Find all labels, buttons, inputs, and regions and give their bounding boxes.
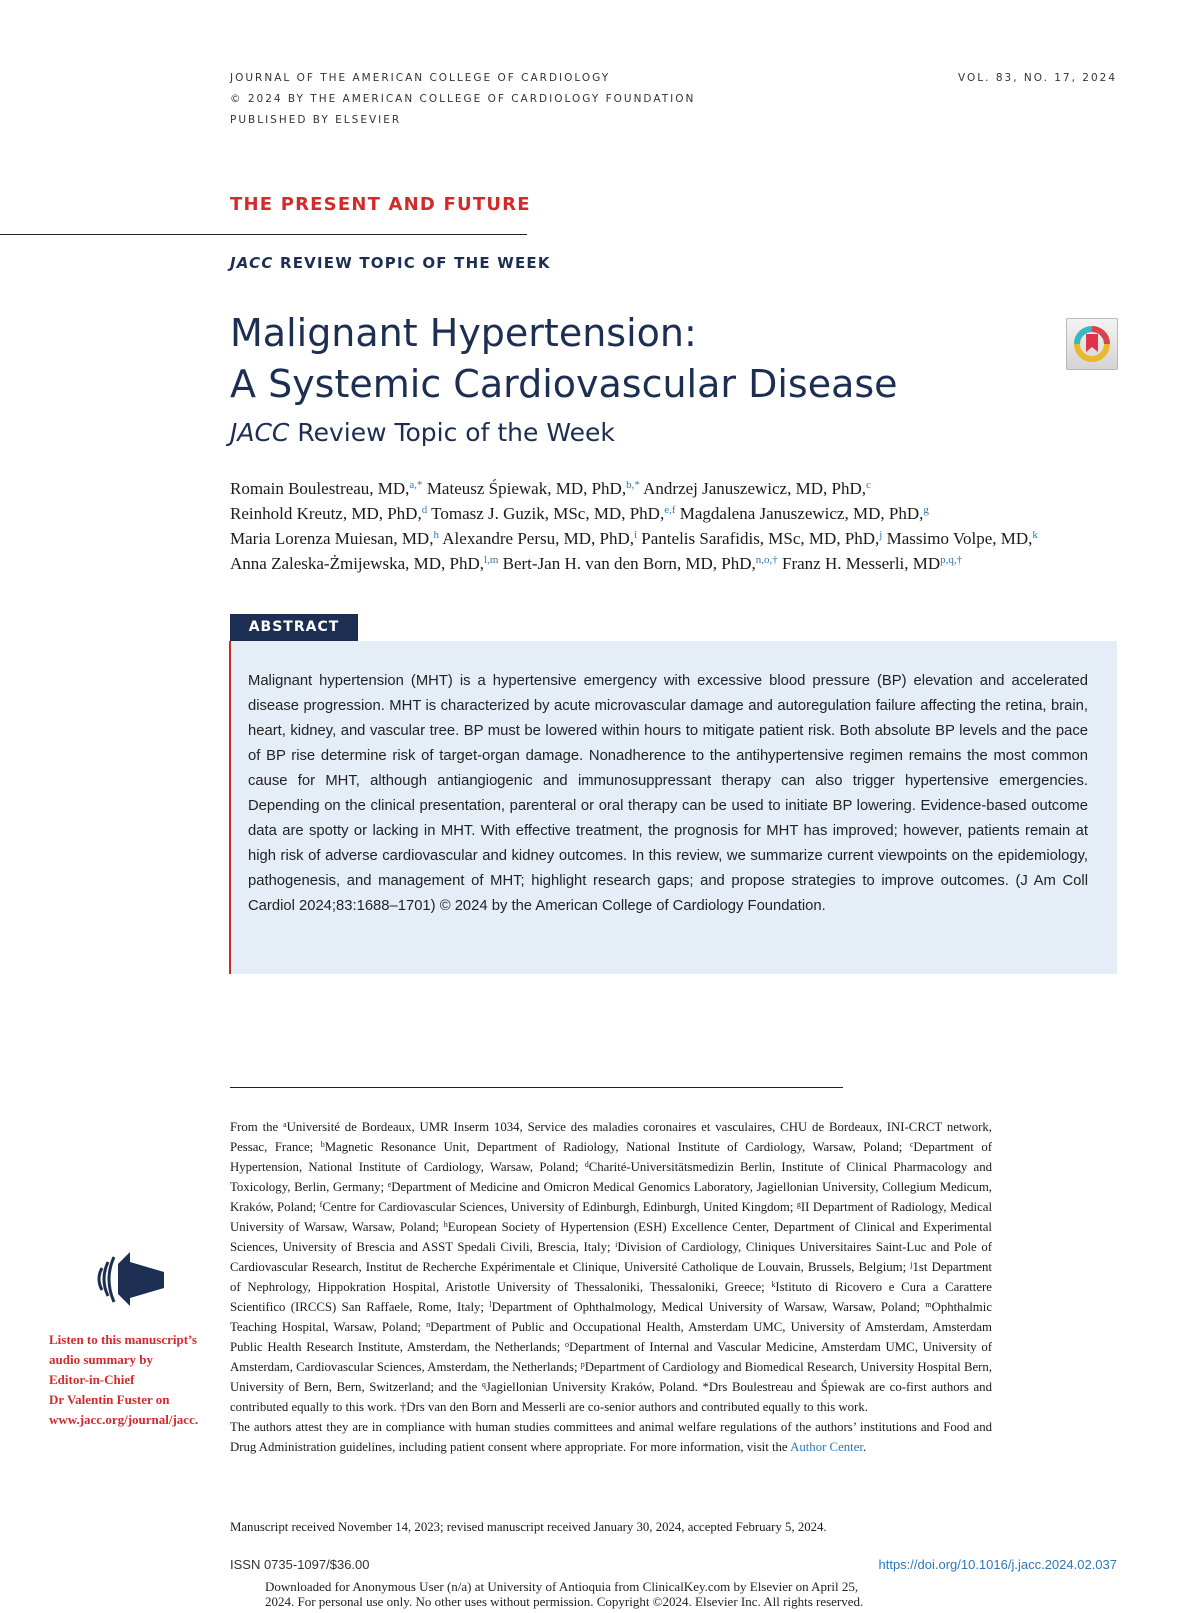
journal-name: JOURNAL OF THE AMERICAN COLLEGE OF CARDIOLOGY [230, 72, 611, 84]
audio-line-3: Editor-in-Chief [49, 1372, 135, 1387]
subtag-italic: JACC [230, 254, 274, 272]
author-row [230, 526, 1130, 551]
author-affiliation-mark[interactable]: p,q,† [940, 554, 963, 566]
author-affiliation-mark[interactable]: e,f [664, 504, 676, 516]
affiliation-text: Charité-Universitätsmedizin Berlin, Institute of Clinical Pharmacology and Toxicology, Berlin, Germany; [230, 1160, 992, 1194]
author-name: Tomasz J. Guzik, MSc, MD, PhD, [427, 504, 665, 523]
author-row [230, 476, 1130, 501]
author-affiliation-mark[interactable]: g [923, 504, 929, 516]
author-name: Mateusz Śpiewak, MD, PhD, [422, 479, 627, 498]
article-subtitle [230, 418, 615, 447]
author-name: Magdalena Januszewicz, MD, PhD, [675, 504, 924, 523]
speaker-icon [88, 1244, 168, 1314]
audio-line-4: Dr Valentin Fuster on [49, 1392, 170, 1407]
author-name: Reinhold Kreutz, MD, PhD, [230, 504, 422, 523]
affiliation-marker: c [909, 1140, 914, 1149]
author-row [230, 551, 1130, 576]
author-name: Bert-Jan H. van den Born, MD, PhD, [498, 554, 756, 573]
author-name: Maria Lorenza Muiesan, MD, [230, 529, 434, 548]
affiliation-text: Magnetic Resonance Unit, Department of Radiology, National Institute of Cardiology, Warsaw, Poland; [324, 1140, 910, 1154]
affiliation-marker: p [580, 1360, 585, 1369]
section-divider [0, 234, 527, 235]
affiliation-marker: l [489, 1300, 492, 1309]
affiliation-marker: n [426, 1320, 431, 1329]
author-name: Pantelis Sarafidis, MSc, MD, PhD, [637, 529, 880, 548]
affiliation-marker: o [564, 1340, 569, 1349]
affiliation-marker: k [771, 1280, 776, 1289]
author-center-link[interactable]: Author Center [790, 1440, 863, 1454]
compliance-body: The authors attest they are in compliance with human studies committees and animal welfare regulations of the authors’ institutions and Food and Drug Administration guidelines, including patient consent where appropriate. For more information, visit the [230, 1420, 992, 1454]
author-name: Alexandre Persu, MD, PhD, [438, 529, 634, 548]
affiliation-text: Université de Bordeaux, UMR Inserm 1034, Service des maladies coronaires et vasculaires, CHU de Bordeaux, INI-CRCT network, Pessac, France; [230, 1120, 992, 1154]
author-affiliation-mark[interactable]: c [865, 479, 871, 491]
affiliation-marker: e [387, 1180, 392, 1189]
author-affiliation-mark[interactable]: b,* [626, 479, 640, 491]
affiliation-text: European Society of Hypertension (ESH) Excellence Center, Department of Clinical and Experimental Sciences, University of Brescia and ASST Spedali Civili, Brescia, Italy; [230, 1220, 992, 1254]
affiliation-text: Division of Cardiology, Cliniques Universitaires Saint-Luc and Pole of Cardiovascular Research, Institut de Recherche Expérimentale et Clinique, Université Catholique de Louvain, Brussels, Belgium; [230, 1240, 992, 1274]
subtitle-italic: JACC [230, 418, 290, 447]
affiliation-text: Centre for Cardiovascular Sciences, University of Edinburgh, Edinburgh, United Kingdom; [322, 1200, 797, 1214]
download-line-2: 2024. For personal use only. No other uses without permission. Copyright ©2024. Elsevier Inc. All rights reserved. [265, 1594, 864, 1609]
affiliation-text: Ophthalmic Teaching Hospital, Warsaw, Poland; [230, 1300, 992, 1334]
affiliation-marker: g [796, 1200, 801, 1209]
author-name: Anna Zaleska-Żmijewska, MD, PhD, [230, 554, 485, 573]
crossmark-button[interactable] [1066, 318, 1118, 370]
publisher-line: PUBLISHED BY ELSEVIER [230, 114, 402, 126]
title-line-1: Malignant Hypertension: [230, 311, 697, 355]
speaker-button[interactable] [88, 1244, 168, 1314]
affiliation-marker: q [481, 1380, 486, 1389]
affiliation-marker: b [320, 1140, 325, 1149]
article-title [230, 308, 898, 410]
audio-line-2: audio summary by [49, 1352, 154, 1367]
author-affiliation-mark[interactable]: j [879, 529, 883, 541]
author-affiliation-mark[interactable]: d [421, 504, 428, 516]
affiliation-text: Department of Cardiology and Biomedical Research, University Hospital Bern, University of Bern, Bern, Switzerland; and the [230, 1360, 993, 1394]
author-affiliation-mark[interactable]: a,* [409, 479, 423, 491]
download-notice [265, 1579, 1005, 1609]
affiliation-marker: f [319, 1200, 323, 1209]
author-name: Romain Boulestreau, MD, [230, 479, 410, 498]
affiliations [230, 1117, 992, 1457]
author-affiliation-mark[interactable]: i [633, 529, 638, 541]
affiliation-marker: h [443, 1220, 448, 1229]
author-affiliation-mark[interactable]: h [433, 529, 439, 541]
crossmark-icon [1067, 319, 1117, 369]
affiliation-text: II Department of Radiology, Medical University of Warsaw, Warsaw, Poland; [230, 1200, 992, 1234]
affiliation-marker: j [910, 1260, 913, 1269]
author-name: Massimo Volpe, MD, [882, 529, 1033, 548]
affiliation-text: Department of Hypertension, National Institute of Cardiology, Warsaw, Poland; [230, 1140, 992, 1174]
doi-link[interactable]: https://doi.org/10.1016/j.jacc.2024.02.037 [878, 1557, 1117, 1572]
author-name: Franz H. Messerli, MD [777, 554, 941, 573]
volume-line: VOL. 83, NO. 17, 2024 [958, 72, 1117, 84]
affiliation-text: Jagiellonian University Kraków, Poland. *Drs Boulestreau and Śpiewak are co-first authors and contributed equally to this work. †Drs van den Born and Messerli are co-senior authors and contributed equally to this work. [230, 1380, 992, 1414]
section-tag: THE PRESENT AND FUTURE [230, 194, 531, 215]
abstract-label: ABSTRACT [230, 614, 358, 641]
issn: ISSN 0735-1097/$36.00 [230, 1557, 370, 1572]
author-name: Andrzej Januszewicz, MD, PhD, [639, 479, 866, 498]
copyright-line: © 2024 BY THE AMERICAN COLLEGE OF CARDIOLOGY FOUNDATION [230, 93, 696, 105]
author-affiliation-mark[interactable]: l,m [484, 554, 499, 566]
audio-summary-note [49, 1330, 219, 1430]
affiliation-text: Department of Internal and Vascular Medicine, Amsterdam UMC, University of Amsterdam, Cardiovascular Sciences, Amsterdam, the Netherlands; [230, 1340, 992, 1374]
affiliation-text: 1st Department of Nephrology, Hippokration Hospital, Aristotle University of Thessaloniki, Thessaloniki, Greece; [230, 1260, 992, 1294]
affiliation-marker: m [925, 1300, 932, 1309]
affiliation-text: Department of Public and Occupational Health, Amsterdam UMC, University of Amsterdam, Amsterdam Public Health Research Institute, Amsterdam, the Netherlands; [230, 1320, 992, 1354]
author-affiliation-mark[interactable]: n,o,† [755, 554, 778, 566]
affiliation-marker: i [615, 1240, 618, 1249]
author-list [230, 476, 1130, 576]
abstract-text: Malignant hypertension (MHT) is a hypertensive emergency with excessive blood pressure (BP) elevation and accelerated disease progression. MHT is characterized by acute microvascular damage and autoregulation failure affecting the retina, brain, heart, kidney, and vascular tree. BP must be lowered within hours to mitigate patient risk. Both absolute BP levels and the pace of BP rise determine risk of target-organ damage. Nonadherence to the antihypertensive regimen remains the most common cause for MHT, although antiangiogenic and immunosuppressant therapy can also trigger hypertensive emergencies. Depending on the clinical presentation, parenteral or oral therapy can be used to initiate BP lowering. Evidence-based outcome data are spotty or lacking in MHT. With effective treatment, the prognosis for MHT has improved; however, patients remain at high risk of adverse cardiovascular and kidney outcomes. In this review, we summarize current viewpoints on the epidemiology, pathogenesis, and management of MHT; highlight research gaps; and propose strategies to improve outcomes. (J Am Coll Cardiol 2024;83:1688–1701) © 2024 by the American College of Cardiology Foundation. [248, 673, 1088, 914]
title-line-2: A Systemic Cardiovascular Disease [230, 362, 898, 406]
affiliation-text: Istituto di Ricovero e Cura a Carattere Scientifico (IRCCS) San Raffaele, Rome, Italy; [230, 1280, 992, 1314]
author-affiliation-mark[interactable]: k [1032, 529, 1038, 541]
manuscript-dates: Manuscript received November 14, 2023; revised manuscript received January 30, 2024, accepted February 5, 2024. [230, 1520, 827, 1534]
audio-line-1: Listen to this manuscript’s [49, 1332, 197, 1347]
affiliations-text [230, 1117, 992, 1417]
affiliation-marker: a [283, 1120, 287, 1129]
compliance-text [230, 1417, 992, 1457]
author-row [230, 501, 1130, 526]
review-topic-tag [230, 254, 551, 272]
download-line-1: Downloaded for Anonymous User (n/a) at University of Antioquia from ClinicalKey.com by Elsevier on April 25, [265, 1579, 859, 1594]
affiliation-text: From the [230, 1120, 284, 1134]
affiliation-marker: d [584, 1160, 589, 1169]
audio-link[interactable]: www.jacc.org/journal/jacc. [49, 1412, 199, 1427]
affiliation-text: Department of Ophthalmology, Medical University of Warsaw, Warsaw, Poland; [491, 1300, 926, 1314]
footnote-divider [230, 1087, 843, 1088]
affiliation-text: Department of Medicine and Omicron Medical Genomics Laboratory, Jagiellonian University, Collegium Medicum, Kraków, Poland; [230, 1180, 992, 1214]
subtitle-rest: Review Topic of the Week [289, 418, 615, 447]
subtag-rest: REVIEW TOPIC OF THE WEEK [273, 254, 551, 272]
compliance-end: . [862, 1440, 867, 1454]
